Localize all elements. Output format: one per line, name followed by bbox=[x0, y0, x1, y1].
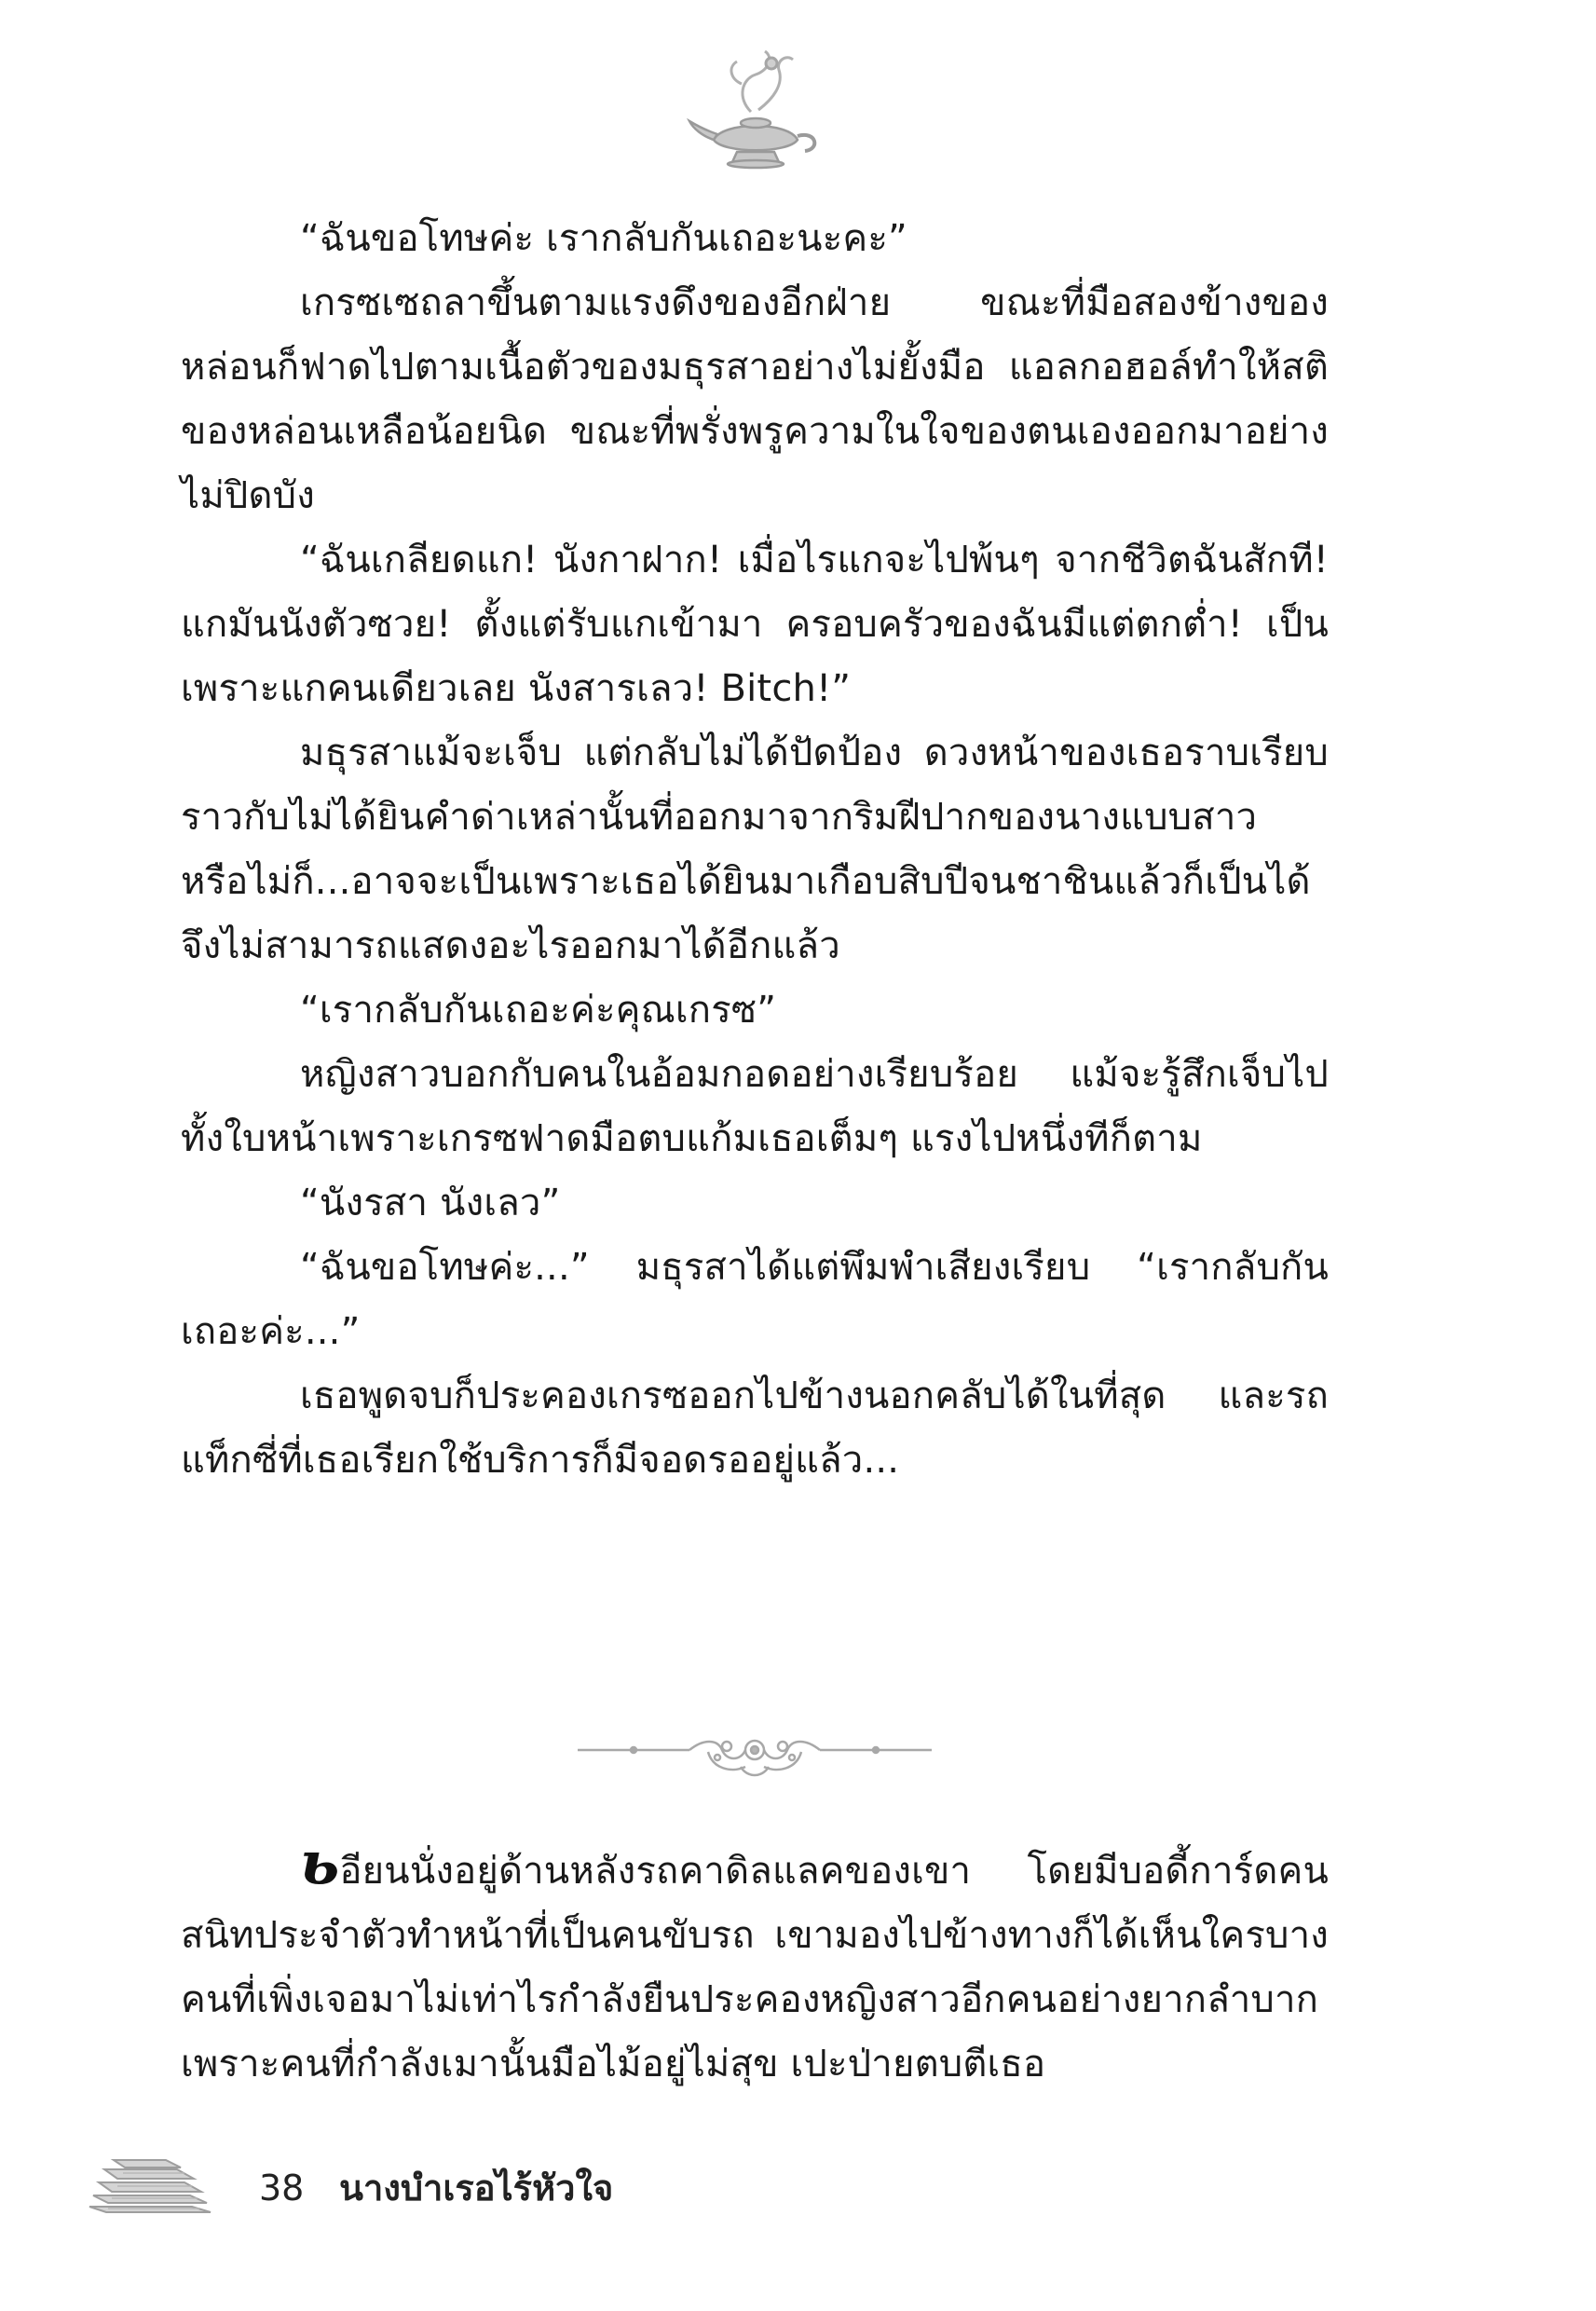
book-title: นางบำเรอไร้หัวใจ bbox=[339, 2167, 614, 2208]
page-number: 38 bbox=[259, 2167, 305, 2208]
stacked-books-icon bbox=[80, 2154, 220, 2222]
paragraph-text: อียนนั่งอยู่ด้านหลังรถคาดิลแลคของเขา โดยมีบอดี้การ์ดคนสนิทประจำตัวทำหน้าที่เป็นคนขับรถ เขามองไปข้างทางก็ได้เห็นใครบางคนที่เพิ่งเจอมาไม่เท่าไรกำลังยืนประคองหญิงสาวอีกคนอย่างยากลำบาก เพราะคนที่กำลังเมานั้นมือไม้อยู่ไม่สุข เปะป่ายตบตีเธอ bbox=[181, 1850, 1329, 2085]
paragraph: หญิงสาวบอกกับคนในอ้อมกอดอย่างเรียบร้อย แม้จะรู้สึกเจ็บไปทั้งใบหน้าเพราะเกรซฟาดมือตบแก้มเธอเต็มๆ แรงไปหนึ่งทีก็ตาม bbox=[181, 1053, 1329, 1160]
page-footer bbox=[80, 2153, 919, 2227]
paragraph: มธุรสาแม้จะเจ็บ แต่กลับไม่ได้ปัดป้อง ดวงหน้าของเธอราบเรียบราวกับไม่ได้ยินคำด่าเหล่านั้นที่ออกมาจากริมฝีปากของนางแบบสาว หรือไม่ก็...อาจจะเป็นเพราะเธอได้ยินมาเกือบสิบปีจนชาชินแล้วก็เป็นได้ จึงไม่สามารถแสดงอะไรออกมาได้อีกแล้ว bbox=[181, 732, 1329, 967]
paragraph: “ฉันเกลียดแก! นังกาฝาก! เมื่อไรแกจะไปพ้นๆ จากชีวิตฉันสักที! แกมันนังตัวซวย! ตั้งแต่รับแกเข้ามา ครอบครัวของฉันมีแต่ตกต่ำ! เป็นเพราะแกคนเดียวเลย นังสารเลว! Bitch!” bbox=[181, 539, 1329, 710]
ornamental-divider-icon bbox=[578, 1722, 932, 1797]
paragraph: “ฉันขอโทษค่ะ...” มธุรสาได้แต่พึมพำเสียงเรียบ “เรากลับกันเถอะค่ะ...” bbox=[181, 1246, 1329, 1353]
paragraph: “นังรสา นังเลว” bbox=[300, 1182, 561, 1224]
drop-cap: ь bbox=[300, 1828, 340, 1898]
chapter-section-2 bbox=[181, 1828, 1329, 2097]
genie-lamp-icon bbox=[686, 47, 825, 177]
paragraph: “เรากลับกันเถอะค่ะคุณเกรซ” bbox=[300, 989, 777, 1032]
paragraph bbox=[181, 1828, 1329, 2097]
chapter-text bbox=[181, 207, 1329, 1493]
paragraph: เธอพูดจบก็ประคองเกรซออกไปข้างนอกคลับได้ในที่สุด และรถแท็กซี่ที่เธอเรียกใช้บริการก็มีจอดรออยู่แล้ว... bbox=[181, 1374, 1329, 1482]
paragraph: เกรซเซถลาขึ้นตามแรงดึงของอีกฝ่าย ขณะที่มือสองข้างของหล่อนก็ฟาดไปตามเนื้อตัวของมธุรสาอย่างไม่ยั้งมือ แอลกอฮอล์ทำให้สติของหล่อนเหลือน้อยนิด ขณะที่พรั่งพรูความในใจของตนเองออกมาอย่างไม่ปิดบัง bbox=[181, 281, 1329, 517]
paragraph: “ฉันขอโทษค่ะ เรากลับกันเถอะนะคะ” bbox=[300, 217, 907, 260]
